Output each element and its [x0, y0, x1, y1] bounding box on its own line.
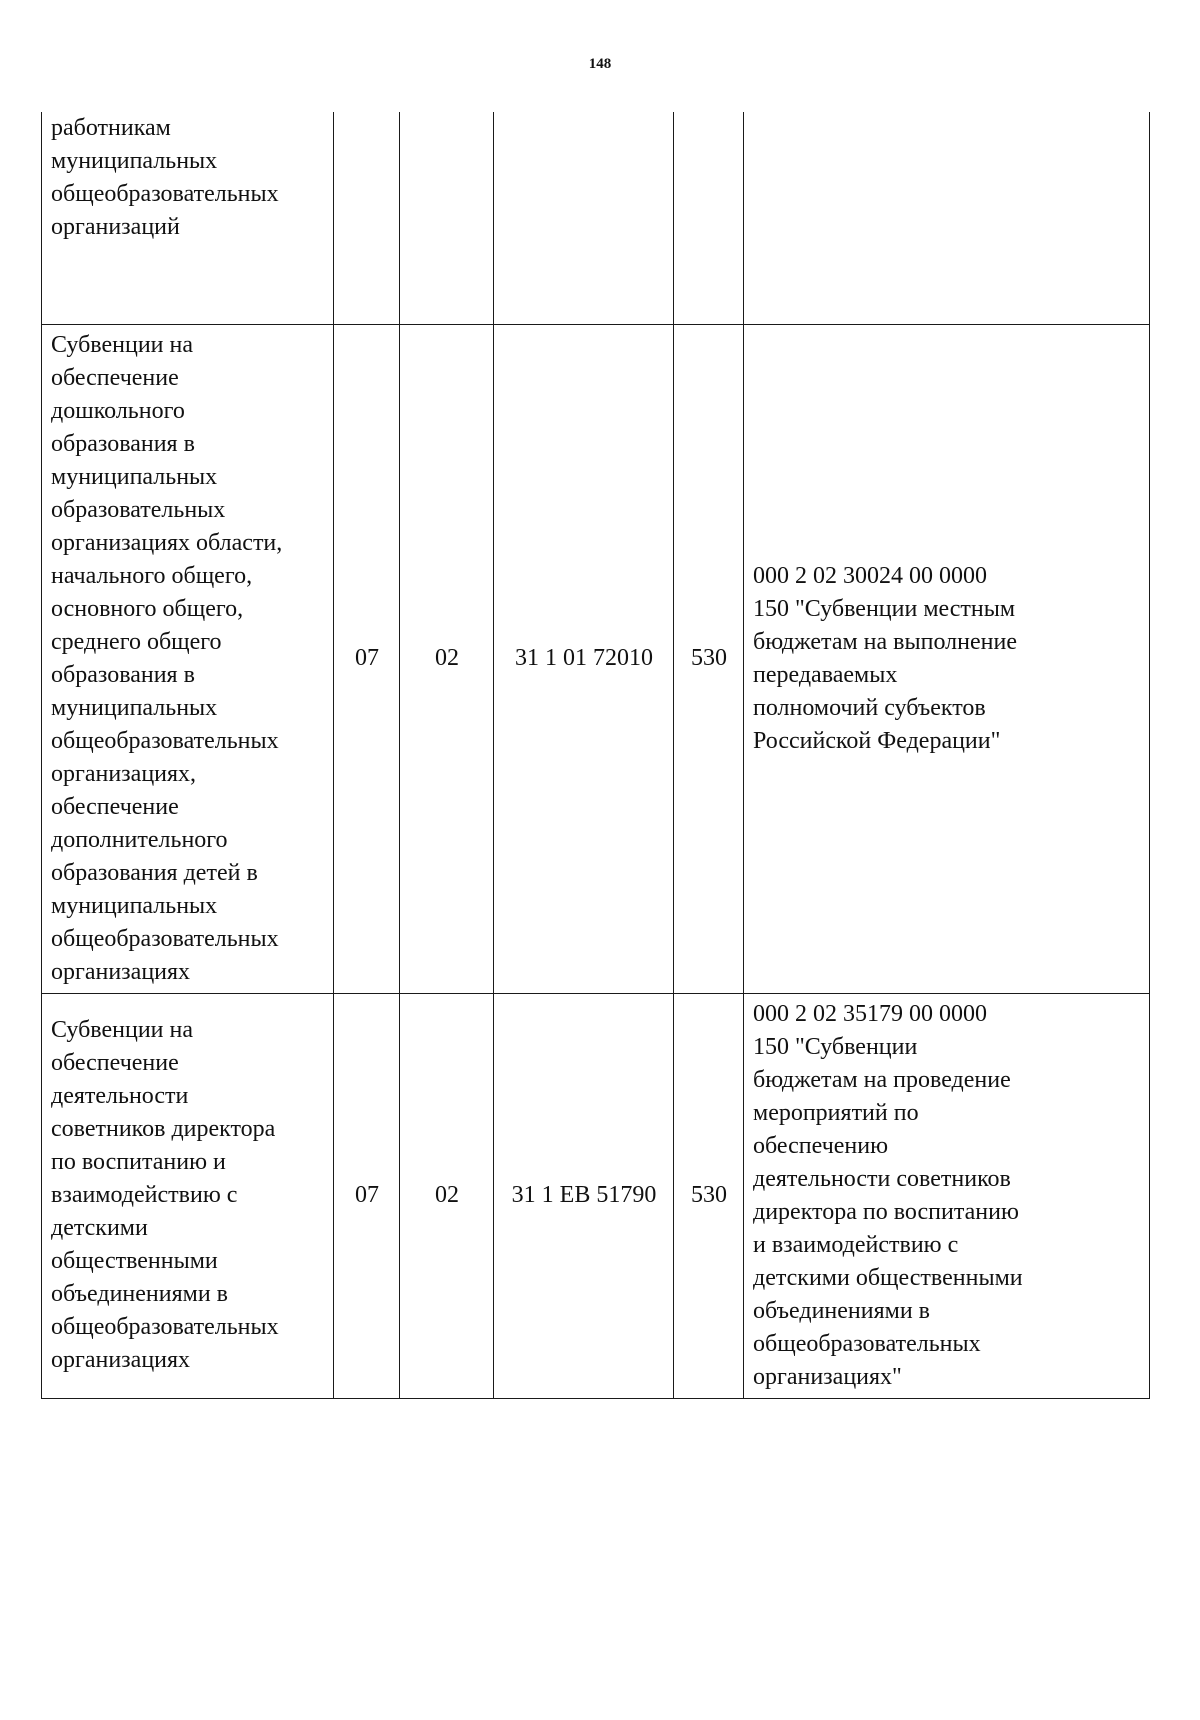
- description-text: работникам муниципальных общеобразовательных организаций: [51, 115, 279, 240]
- table-row: [42, 993, 1150, 1398]
- expense-type-cell: [674, 112, 744, 324]
- revenue-code-cell: [744, 112, 1150, 324]
- section-cell: 07: [334, 324, 400, 993]
- table-row: [42, 112, 1150, 324]
- description-text: Субвенции на обеспечение деятельности советников директора по воспитанию и взаимодействию с детскими общественными объединениями в общеобразовательных организациях: [51, 1017, 279, 1373]
- description-cell: [42, 324, 334, 993]
- target-article-cell: 31 1 01 72010: [494, 324, 674, 993]
- description-text: Субвенции на обеспечение дошкольного образования в муниципальных образовательных организациях области, начального общего, основного общего, среднего общего образования в муниципальных общеобразовательных организациях, обеспечение дополнительного образования детей в муниципальных общеобразовательных организациях: [51, 331, 283, 985]
- revenue-code-cell: [744, 993, 1150, 1398]
- subsection-cell: 02: [400, 324, 494, 993]
- revenue-code-text: 000 2 02 35179 00 0000 150 "Субвенции бюджетам на проведение мероприятий по обеспечению деятельности советников директора по воспитанию и взаимодействию с детскими общественными объединениями в общеобразовательных организациях": [753, 1000, 1023, 1390]
- table-row: [42, 324, 1150, 993]
- subsection-cell: 02: [400, 993, 494, 1398]
- revenue-code-cell: [744, 324, 1150, 993]
- budget-table: [41, 112, 1150, 1399]
- section-cell: [334, 112, 400, 324]
- target-article-cell: [494, 112, 674, 324]
- expense-type-cell: 530: [674, 324, 744, 993]
- page-number: 148: [588, 56, 612, 72]
- subsection-cell: [400, 112, 494, 324]
- description-cell: [42, 993, 334, 1398]
- section-cell: 07: [334, 993, 400, 1398]
- revenue-code-text: 000 2 02 30024 00 0000 150 "Субвенции местным бюджетам на выполнение передаваемых полномочий субъектов Российской Федерации": [753, 562, 1017, 754]
- target-article-cell: 31 1 ЕВ 51790: [494, 993, 674, 1398]
- description-cell: [42, 112, 334, 324]
- expense-type-cell: 530: [674, 993, 744, 1398]
